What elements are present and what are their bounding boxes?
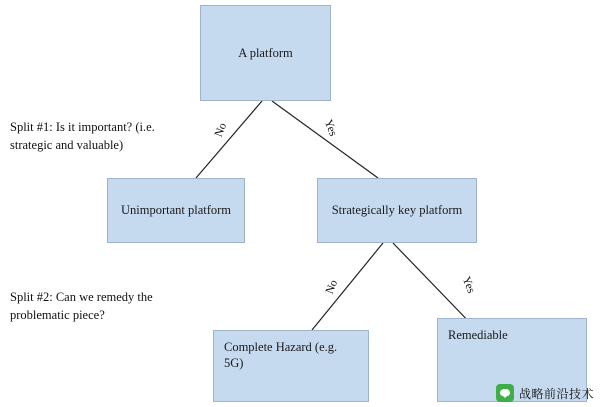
node-label: A platform	[238, 45, 293, 60]
wechat-official-account-icon	[496, 384, 514, 402]
edge-label-split1-yes: Yes	[321, 117, 340, 139]
edge-label-split1-no: No	[212, 121, 230, 139]
edge-label-split2-no: No	[323, 278, 341, 296]
node-complete-hazard[interactable]	[213, 330, 369, 402]
edge-label-split2-yes: Yes	[459, 274, 478, 296]
node-label: Complete Hazard (e.g. 5G)	[224, 340, 338, 371]
node-strategically-key-platform[interactable]	[317, 178, 477, 243]
node-label: Strategically key platform	[331, 203, 463, 218]
node-label: Unimportant platform	[120, 203, 232, 218]
watermark-text: 战略前沿技术	[518, 386, 594, 401]
node-a-platform[interactable]	[200, 5, 331, 101]
annotation-split-1: Split #1: Is it important? (i.e. strategic and valuable)	[10, 120, 155, 153]
edge-root-to-unimportant	[196, 101, 262, 178]
edge-strategic-to-hazard	[312, 243, 383, 330]
annotation-split-2: Split #2: Can we remedy the problematic piece?	[10, 290, 153, 323]
watermark	[496, 384, 594, 402]
node-unimportant-platform[interactable]	[107, 178, 245, 243]
node-label: Remediable	[448, 328, 508, 342]
edge-root-to-strategic	[272, 101, 378, 178]
